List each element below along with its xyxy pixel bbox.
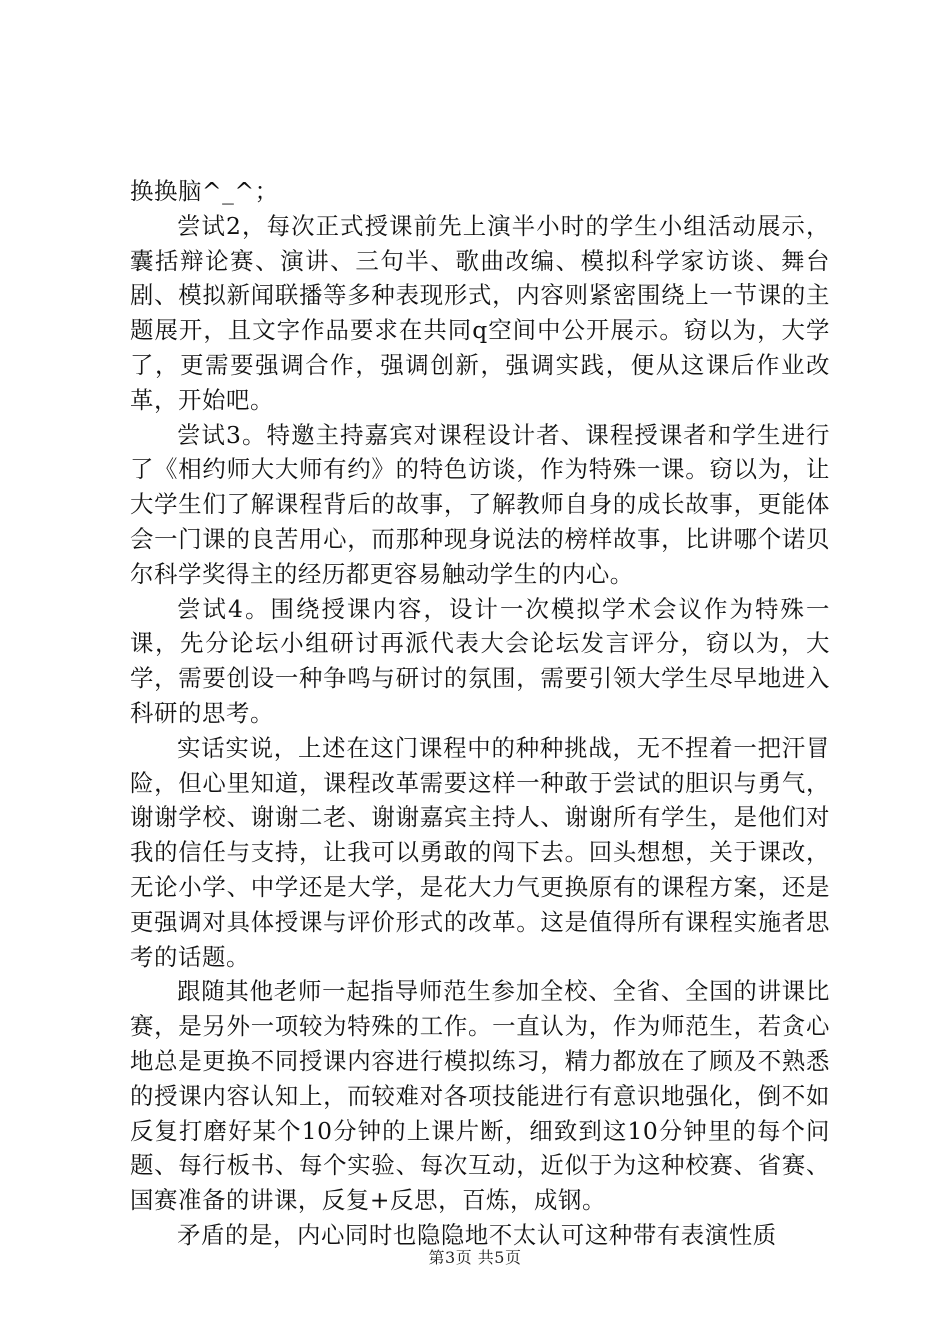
paragraph-contradiction: 矛盾的是，内心同时也隐隐地不太认可这种带有表演性质 [177,1220,777,1249]
page-footer: 第3页 共5页 [428,1248,522,1267]
paragraph-continuation: 换换脑^_^； [130,177,279,205]
paragraph-attempt-4: 尝试4。围绕授课内容，设计一次模拟学术会议作为特殊一课，先分论坛小组研讨再派代表大会论坛发言评分，窃以为，大学，需要创设一种争鸣与研讨的氛围，需要引领大学生尽早地进入科研的思考。 [130,594,830,727]
paragraph-attempt-2: 尝试2，每次正式授课前先上演半小时的学生小组活动展示，囊括辩论赛、演讲、三句半、歌曲改编、模拟科学家访谈、舞台剧、模拟新闻联播等多种表现形式，内容则紧密围绕上一节课的主题展开，且文字作品要求在共同q空间中公开展示。窃以为，大学了，更需要强调合作，强调创新，强调实践，便从这课后作业改革，开始吧。 [130,211,830,414]
body-text [130,174,830,1253]
paragraph-attempt-3: 尝试3。特邀主持嘉宾对课程设计者、课程授课者和学生进行了《相约师大大师有约》的特色访谈，作为特殊一课。窃以为，让大学生们了解课程背后的故事，了解教师自身的成长故事，更能体会一门课的良苦用心，而那种现身说法的榜样故事，比讲哪个诺贝尔科学奖得主的经历都更容易触动学生的内心。 [130,420,830,588]
paragraph-reflection: 实话实说，上述在这门课程中的种种挑战，无不捏着一把汗冒险，但心里知道，课程改革需要这样一种敢于尝试的胆识与勇气，谢谢学校、谢谢二老、谢谢嘉宾主持人、谢谢所有学生，是他们对我的信任与支持，让我可以勇敢的闯下去。回头想想，关于课改，无论小学、中学还是大学，是花大力气更换原有的课程方案，还是更强调对具体授课与评价形式的改革。这是值得所有课程实施者思考的话题。 [130,733,830,971]
paragraph-teaching-contest: 跟随其他老师一起指导师范生参加全校、全省、全国的讲课比赛，是另外一项较为特殊的工作。一直认为，作为师范生，若贪心地总是更换不同授课内容进行模拟练习，精力都放在了顾及不熟悉的授课内容认知上，而较难对各项技能进行有意识地强化，倒不如反复打磨好某个10分钟的上课片断，细致到这10分钟里的每个问题、每行板书、每个实验、每次互动，近似于为这种校赛、省赛、国赛准备的讲课，反复+反思，百炼，成钢。 [130,977,830,1215]
